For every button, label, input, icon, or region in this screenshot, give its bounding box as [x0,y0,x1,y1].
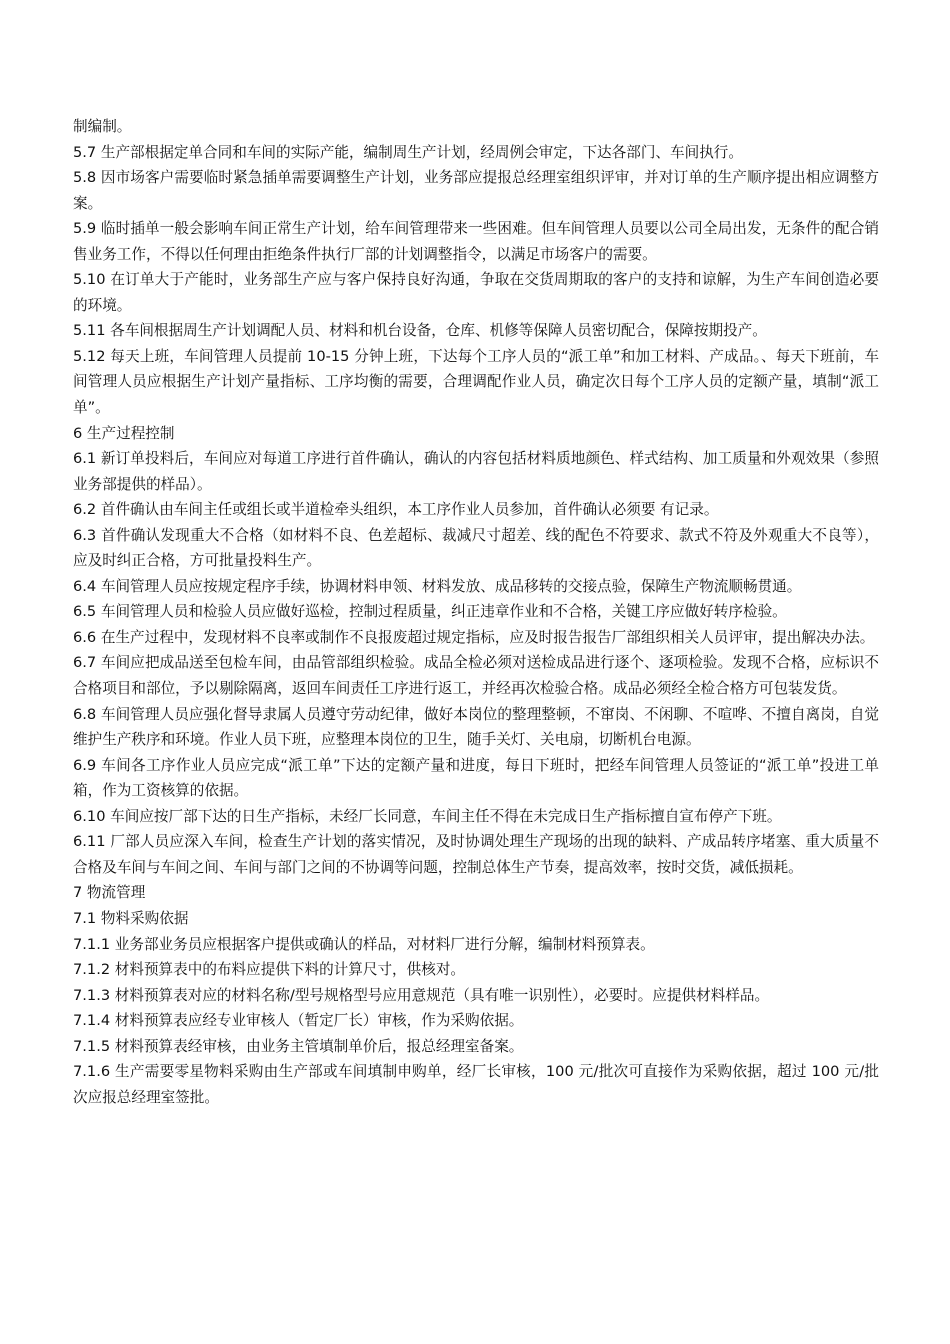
clause-5-10: 5.10 在订单大于产能时，业务部生产应与客户保持良好沟通，争取在交货周期取的客户的支持和谅解，为生产车间创造必要的环境。 [73,271,879,314]
clause-5-9: 5.9 临时插单一般会影响车间正常生产计划，给车间管理带来一些困难。但车间管理人员要以公司全局出发，无条件的配合销售业务工作，不得以任何理由拒绝条件执行厂部的计划调整指令，以满足市场客户的需要。 [73,220,879,263]
clause-6-2: 6.2 首件确认由车间主任或组长或半道检牵头组织，本工序作业人员参加，首件确认必须要 有记录。 [73,501,719,519]
clause-7-1-1: 7.1.1 业务部业务员应根据客户提供或确认的样品，对材料厂进行分解，编制材料预算表。 [73,935,655,953]
clause-6-11: 6.11 厂部人员应深入车间，检查生产计划的落实情况，及时协调处理生产现场的出现的缺料、产成品转序堵塞、重大质量不合格及车间与车间之间、车间与部门之间的不协调等问题，控制总体生产节奏，提高效率，按时交货，减低损耗。 [73,833,879,876]
clause-6-6: 6.6 在生产过程中，发现材料不良率或制作不良报废超过规定指标，应及时报告报告厂部组织相关人员评审，提出解决办法。 [73,628,875,646]
section-heading-6: 6 生产过程控制 [73,424,175,442]
clause-7-1-5: 7.1.5 材料预算表经审核，由业务主管填制单价后，报总经理室备案。 [73,1037,524,1055]
subsection-heading-7-1: 7.1 物料采购依据 [73,909,189,927]
clause-5-7: 5.7 生产部根据定单合同和车间的实际产能，编制周生产计划，经周例会审定，下达各部门、车间执行。 [73,143,743,161]
clause-6-9: 6.9 车间各工序作业人员应完成“派工单”下达的定额产量和进度，每日下班时，把经车间管理人员签证的“派工单”投进工单箱，作为工资核算的依据。 [73,756,879,800]
clause-7-1-2: 7.1.2 材料预算表中的布料应提供下料的计算尺寸，供核对。 [73,961,466,979]
document-page [73,114,879,1110]
clause-6-1: 6.1 新订单投料后，车间应对每道工序进行首件确认，确认的内容包括材料质地颜色、样式结构、加工质量和外观效果（参照业务部提供的样品）。 [73,450,879,493]
clause-5-8: 5.8 因市场客户需要临时紧急插单需要调整生产计划，业务部应提报总经理室组织评审，并对订单的生产顺序提出相应调整方案。 [73,169,879,212]
clause-6-10: 6.10 车间应按厂部下达的日生产指标，未经厂长同意，车间主任不得在未完成日生产指标擅自宣布停产下班。 [73,807,782,825]
clause-7-1-3: 7.1.3 材料预算表对应的材料名称/型号规格型号应用意规范（具有唯一识别性），必要时。应提供材料样品。 [73,986,770,1004]
section-heading-7: 7 物流管理 [73,884,146,902]
clause-6-3: 6.3 首件确认发现重大不合格（如材料不良、色差超标、裁减尺寸超差、线的配色不符要求、款式不符及外观重大不良等），应及时纠正合格，方可批量投料生产。 [73,526,879,570]
clause-6-8: 6.8 车间管理人员应强化督导隶属人员遵守劳动纪律，做好本岗位的整理整顿，不窜岗、不闲聊、不喧哗、不擅自离岗，自觉维护生产秩序和环境。作业人员下班，应整理本岗位的卫生，随手关灯、关电扇，切断机台电源。 [73,705,879,749]
clause-5-12: 5.12 每天上班，车间管理人员提前 10-15 分钟上班，下达每个工序人员的“派工单”和加工材料、产成品。、每天下班前，车间管理人员应根据生产计划产量指标、工序均衡的需要，合理调配作业人员，确定次日每个工序人员的定额产量，填制“派工单”。 [73,347,879,417]
clause-7-1-4: 7.1.4 材料预算表应经专业审核人（暂定厂长）审核，作为采购依据。 [73,1012,524,1030]
clause-6-5: 6.5 车间管理人员和检验人员应做好巡检，控制过程质量，纠正违章作业和不合格，关键工序应做好转序检验。 [73,603,787,621]
clause-6-4: 6.4 车间管理人员应按规定程序手续，协调材料申领、材料发放、成品移转的交接点验，保障生产物流顺畅贯通。 [73,577,802,595]
clause-6-7: 6.7 车间应把成品送至包检车间，由品管部组织检验。成品全检必须对送检成品进行逐个、逐项检验。发现不合格，应标识不合格项目和部位，予以剔除隔离，返回车间责任工序进行返工，并经再次检验合格。成品必须经全检合格方可包装发货。 [73,654,879,698]
clause-7-1-6: 7.1.6 生产需要零星物料采购由生产部或车间填制申购单，经厂长审核，100 元/批次可直接作为采购依据，超过 100 元/批次应报总经理室签批。 [73,1063,879,1106]
clause-5-11: 5.11 各车间根据周生产计划调配人员、材料和机台设备，仓库、机修等保障人员密切配合，保障按期投产。 [73,322,767,340]
paragraph-continuation: 制编制。 [73,118,132,135]
